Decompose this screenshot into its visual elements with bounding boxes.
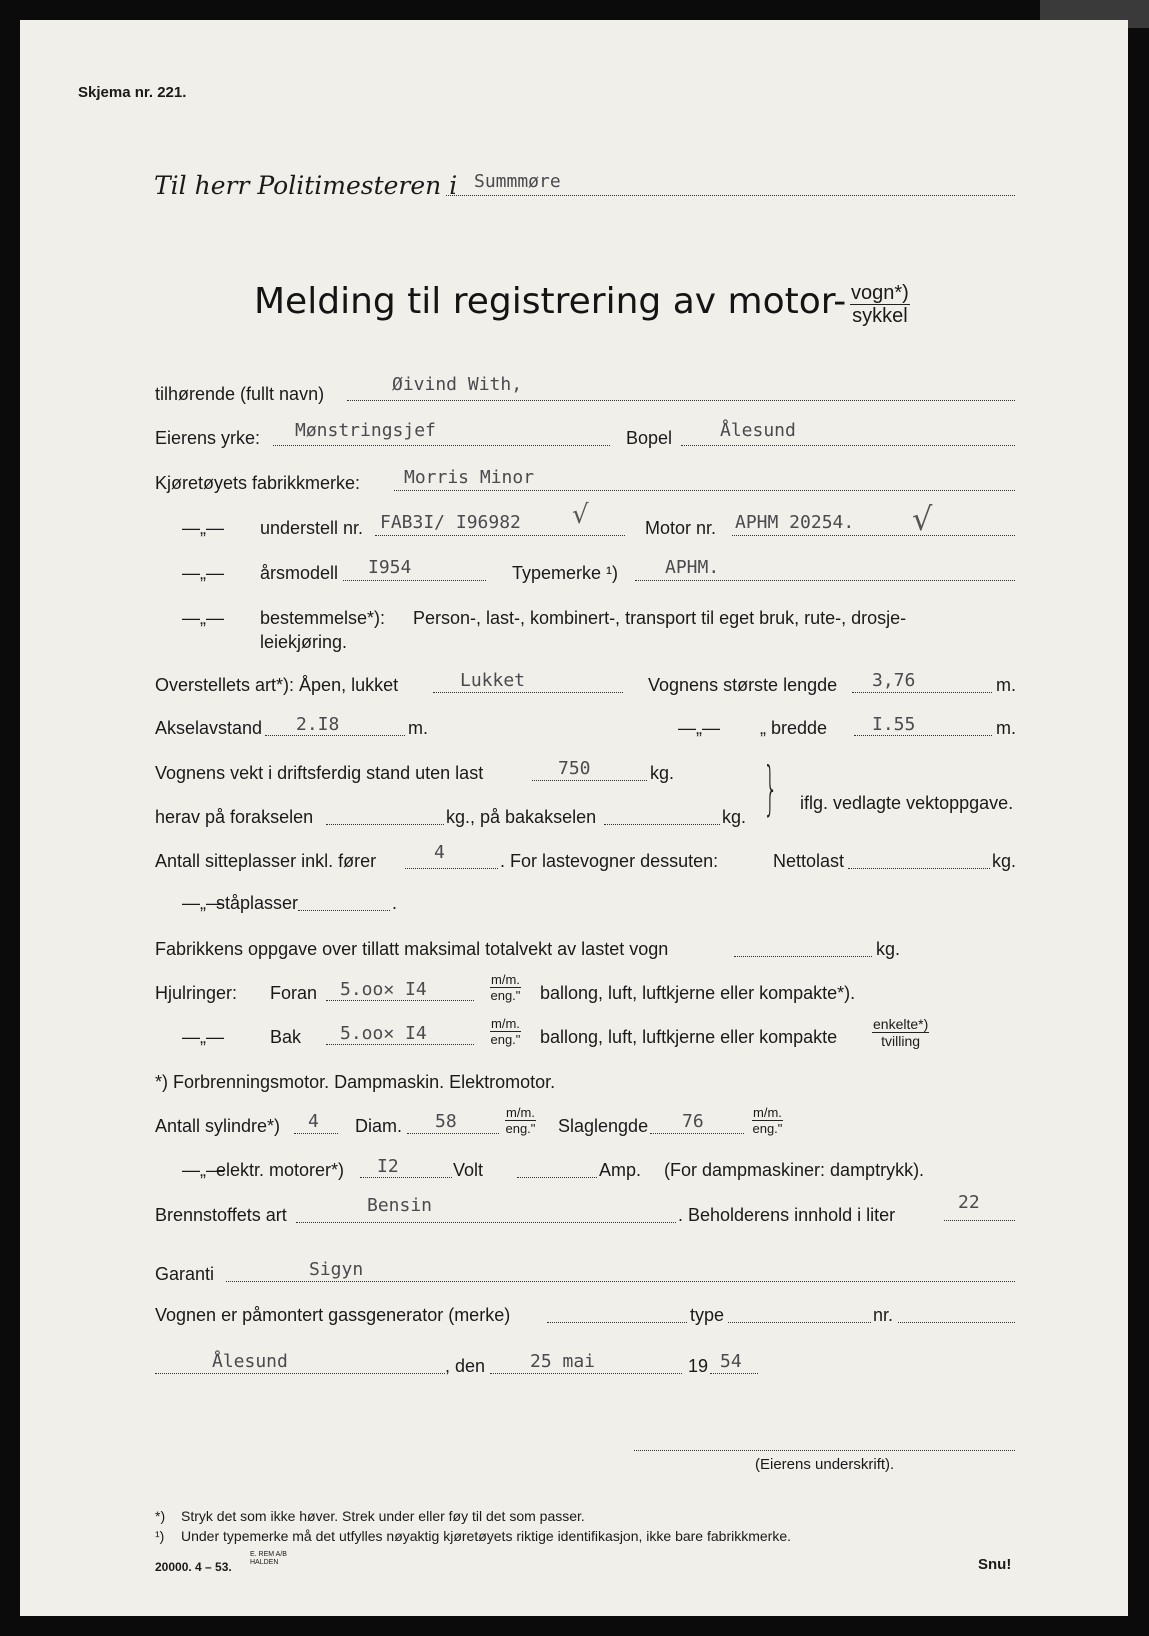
owner-name-value[interactable]: Øivind With, bbox=[392, 374, 523, 395]
twin-label: tvilling bbox=[881, 1033, 921, 1049]
standing-label: ståplasser bbox=[216, 893, 299, 913]
length-label: Vognens største lengde bbox=[648, 675, 838, 695]
owner-name-label: tilhørende (fullt navn) bbox=[155, 384, 325, 404]
tires-rear-unit bbox=[490, 1016, 521, 1047]
seats-label: Antall sitteplasser inkl. fører bbox=[155, 851, 377, 871]
chassis-value[interactable]: FAB3I/ I96982 bbox=[380, 512, 521, 533]
tires-front-unit bbox=[490, 972, 521, 1003]
fuel-value[interactable]: Bensin bbox=[367, 1195, 433, 1216]
residence-label: Bopel bbox=[626, 428, 673, 448]
body-label: Overstellets art*): Åpen, lukket bbox=[155, 675, 399, 695]
max-weight-unit: kg. bbox=[876, 939, 901, 959]
motor-check-mark: √ bbox=[912, 500, 933, 538]
net-load-line bbox=[848, 868, 990, 869]
occupation-value[interactable]: Mønstringsjef bbox=[295, 420, 436, 441]
single-label: enkelte*) bbox=[873, 1016, 929, 1032]
volt-value[interactable]: I2 bbox=[377, 1156, 399, 1177]
type-label: Typemerke ¹) bbox=[512, 563, 619, 583]
wheelbase-value[interactable]: 2.I8 bbox=[296, 714, 340, 735]
chassis-check-mark: √ bbox=[572, 500, 589, 530]
width-value[interactable]: I.55 bbox=[872, 714, 916, 735]
volt-label: Volt bbox=[453, 1160, 484, 1180]
unit-mm: m/m. bbox=[753, 1105, 782, 1120]
footnote-one-mark: ¹) bbox=[155, 1528, 165, 1544]
seats-line bbox=[405, 868, 498, 869]
diam-line bbox=[407, 1133, 499, 1134]
printer-line-1: E. REM A/B bbox=[250, 1551, 287, 1558]
cylinders-value[interactable]: 4 bbox=[308, 1111, 319, 1132]
footnote-star-mark: *) bbox=[155, 1508, 166, 1524]
unit-eng: eng." bbox=[505, 1121, 536, 1136]
diam-label: Diam. bbox=[355, 1116, 403, 1136]
stroke-value[interactable]: 76 bbox=[682, 1111, 704, 1132]
purpose-options: Person-, last-, kombinert-, transport til eget bruk, rute-, drosje- bbox=[413, 608, 907, 628]
unit-eng: eng." bbox=[752, 1121, 783, 1136]
fuel-label: Brennstoffets art bbox=[155, 1205, 287, 1225]
tank-label: . Beholderens innhold i liter bbox=[678, 1205, 896, 1225]
tank-line bbox=[944, 1220, 1015, 1221]
purpose-options-cont: leiekjøring. bbox=[260, 632, 348, 652]
make-value[interactable]: Morris Minor bbox=[404, 467, 535, 488]
printer-line-2: HALDEN bbox=[250, 1559, 279, 1566]
amp-label: Amp. bbox=[599, 1160, 642, 1180]
gas-generator-label: Vognen er påmontert gassgenerator (merke) bbox=[155, 1305, 511, 1325]
form-title: Melding til registrering av motor- bbox=[254, 281, 847, 322]
unit-mm: m/m. bbox=[491, 972, 520, 987]
ditto-purpose: —„— bbox=[182, 608, 224, 628]
chassis-label: understell nr. bbox=[260, 518, 364, 538]
chassis-line bbox=[375, 535, 625, 536]
tires-front-desc: ballong, luft, luftkjerne eller kompakte*). bbox=[540, 983, 856, 1003]
title-vogn: vogn*) bbox=[851, 282, 909, 304]
warranty-label: Garanti bbox=[155, 1264, 215, 1284]
weight-label: Vognens vekt i driftsferdig stand uten last bbox=[155, 763, 484, 783]
residence-value[interactable]: Ålesund bbox=[720, 420, 796, 441]
footnote-star-text: Stryk det som ikke høver. Strek under eller føy til det som passer. bbox=[181, 1508, 585, 1524]
width-unit: m. bbox=[996, 718, 1016, 738]
unit-eng: eng." bbox=[490, 988, 521, 1003]
rear-axle-line bbox=[604, 824, 720, 825]
gas-generator-line bbox=[547, 1322, 687, 1323]
type-value[interactable]: APHM. bbox=[665, 557, 720, 578]
year-line bbox=[343, 580, 486, 581]
rear-axle-unit: kg. bbox=[722, 807, 747, 827]
turn-over-note: Snu! bbox=[978, 1556, 1012, 1573]
tires-rear-value[interactable]: 5.oo✕ I4 bbox=[340, 1023, 427, 1044]
owner-name-line bbox=[347, 400, 1015, 401]
unit-mm: m/m. bbox=[506, 1105, 535, 1120]
seats-value[interactable]: 4 bbox=[434, 842, 445, 863]
motor-value[interactable]: APHM 20254. bbox=[735, 512, 855, 533]
standing-end: . bbox=[392, 893, 398, 913]
max-weight-line bbox=[734, 956, 872, 957]
max-weight-label: Fabrikkens oppgave over tillatt maksimal totalvekt av lastet vogn bbox=[155, 939, 669, 959]
motor-label: Motor nr. bbox=[645, 518, 717, 538]
unit-eng: eng." bbox=[490, 1032, 521, 1047]
wheelbase-label: Akselavstand bbox=[155, 718, 263, 738]
rear-axle-label: kg., på bakakselen bbox=[446, 807, 597, 827]
title-fraction bbox=[850, 282, 910, 327]
front-axle-line bbox=[326, 824, 444, 825]
stroke-unit bbox=[752, 1105, 783, 1136]
ditto-year: —„— bbox=[182, 563, 224, 583]
addressee-value[interactable]: Summmøre bbox=[474, 171, 561, 192]
width-label: „ bredde bbox=[760, 718, 828, 738]
tires-front-label: Foran bbox=[270, 983, 318, 1003]
tires-rear-label: Bak bbox=[270, 1027, 302, 1047]
year-prefix: 19 bbox=[688, 1356, 709, 1376]
weight-line bbox=[532, 780, 647, 781]
lorry-label: . For lastevogner dessuten: bbox=[500, 851, 719, 871]
electric-label: elektr. motorer*) bbox=[216, 1160, 345, 1180]
warranty-line bbox=[226, 1281, 1015, 1282]
weight-brace: } bbox=[763, 754, 778, 822]
occupation-label: Eierens yrke: bbox=[155, 428, 261, 448]
addressee-label: Til herr Politimesteren i bbox=[154, 171, 458, 200]
tires-rear-desc: ballong, luft, luftkjerne eller kompakte bbox=[540, 1027, 838, 1047]
print-code: 20000. 4 – 53. bbox=[155, 1560, 232, 1574]
warranty-value[interactable]: Sigyn bbox=[309, 1259, 364, 1280]
tires-label: Hjulringer: bbox=[155, 983, 238, 1003]
ditto-electric: —„— bbox=[182, 1160, 224, 1180]
ditto-standing: —„— bbox=[182, 893, 224, 913]
residence-line bbox=[681, 445, 1015, 446]
footnote-one-text: Under typemerke må det utfylles nøyaktig kjøretøyets riktige identifikasjon, ikke bare fabrikkmerke. bbox=[181, 1528, 792, 1544]
weight-unit: kg. bbox=[650, 763, 675, 783]
gas-nr-label: nr. bbox=[873, 1305, 894, 1325]
wheelbase-unit: m. bbox=[408, 718, 428, 738]
tires-rear-line bbox=[326, 1044, 474, 1045]
front-axle-label: herav på forakselen bbox=[155, 807, 314, 827]
stroke-line bbox=[650, 1133, 744, 1134]
year-suffix-value[interactable]: 54 bbox=[720, 1351, 742, 1372]
make-label: Kjøretøyets fabrikkmerke: bbox=[155, 473, 361, 493]
place-value[interactable]: Ålesund bbox=[212, 1351, 288, 1372]
diam-unit bbox=[505, 1105, 536, 1136]
year-value[interactable]: I954 bbox=[368, 557, 412, 578]
type-line bbox=[635, 580, 1015, 581]
engine-types: *) Forbrenningsmotor. Dampmaskin. Elektromotor. bbox=[155, 1072, 556, 1092]
body-value[interactable]: Lukket bbox=[460, 670, 526, 691]
signature-caption: (Eierens underskrift). bbox=[755, 1456, 895, 1473]
occupation-line bbox=[273, 445, 610, 446]
date-line bbox=[490, 1373, 682, 1374]
gas-type-label: type bbox=[690, 1305, 725, 1325]
schema-number: Skjema nr. 221. bbox=[78, 84, 187, 101]
wheelbase-line bbox=[265, 735, 405, 736]
tires-front-line bbox=[326, 1000, 474, 1001]
stroke-label: Slaglengde bbox=[558, 1116, 649, 1136]
weight-per-statement: iflg. vedlagte vektoppgave. bbox=[800, 793, 1014, 813]
tires-single-twin bbox=[872, 1016, 929, 1049]
year-suffix-line bbox=[710, 1373, 758, 1374]
standing-line bbox=[298, 910, 390, 911]
length-line bbox=[852, 692, 992, 693]
signature-line bbox=[634, 1450, 1015, 1451]
tank-value[interactable]: 22 bbox=[958, 1192, 980, 1213]
weight-value[interactable]: 750 bbox=[558, 758, 591, 779]
tires-front-value[interactable]: 5.oo✕ I4 bbox=[340, 979, 427, 1000]
ditto-rear: —„— bbox=[182, 1027, 224, 1047]
place-line bbox=[155, 1373, 445, 1374]
cylinders-line bbox=[294, 1133, 338, 1134]
width-line bbox=[854, 735, 992, 736]
date-value[interactable]: 25 mai bbox=[530, 1351, 596, 1372]
gas-nr-line bbox=[898, 1322, 1015, 1323]
gas-type-line bbox=[728, 1322, 871, 1323]
length-unit: m. bbox=[996, 675, 1016, 695]
motor-line bbox=[732, 535, 1015, 536]
length-value[interactable]: 3,76 bbox=[872, 670, 916, 691]
unit-mm: m/m. bbox=[491, 1016, 520, 1031]
volt-line bbox=[360, 1177, 452, 1178]
make-line bbox=[394, 490, 1015, 491]
steam-label: (For dampmaskiner: damptrykk). bbox=[664, 1160, 925, 1180]
net-load-unit: kg. bbox=[992, 851, 1017, 871]
amp-line bbox=[517, 1177, 597, 1178]
ditto-width: —„— bbox=[678, 718, 720, 738]
cylinders-label: Antall sylindre*) bbox=[155, 1116, 281, 1136]
year-label: årsmodell bbox=[260, 563, 339, 583]
title-sykkel: sykkel bbox=[852, 305, 908, 327]
purpose-label: bestemmelse*): bbox=[260, 608, 386, 628]
diam-value[interactable]: 58 bbox=[435, 1111, 457, 1132]
body-line bbox=[433, 692, 623, 693]
date-prefix: , den bbox=[445, 1356, 486, 1376]
addressee-line bbox=[446, 195, 1015, 196]
ditto-chassis: —„— bbox=[182, 518, 224, 538]
fuel-line bbox=[296, 1222, 676, 1223]
net-load-label: Nettolast bbox=[773, 851, 845, 871]
